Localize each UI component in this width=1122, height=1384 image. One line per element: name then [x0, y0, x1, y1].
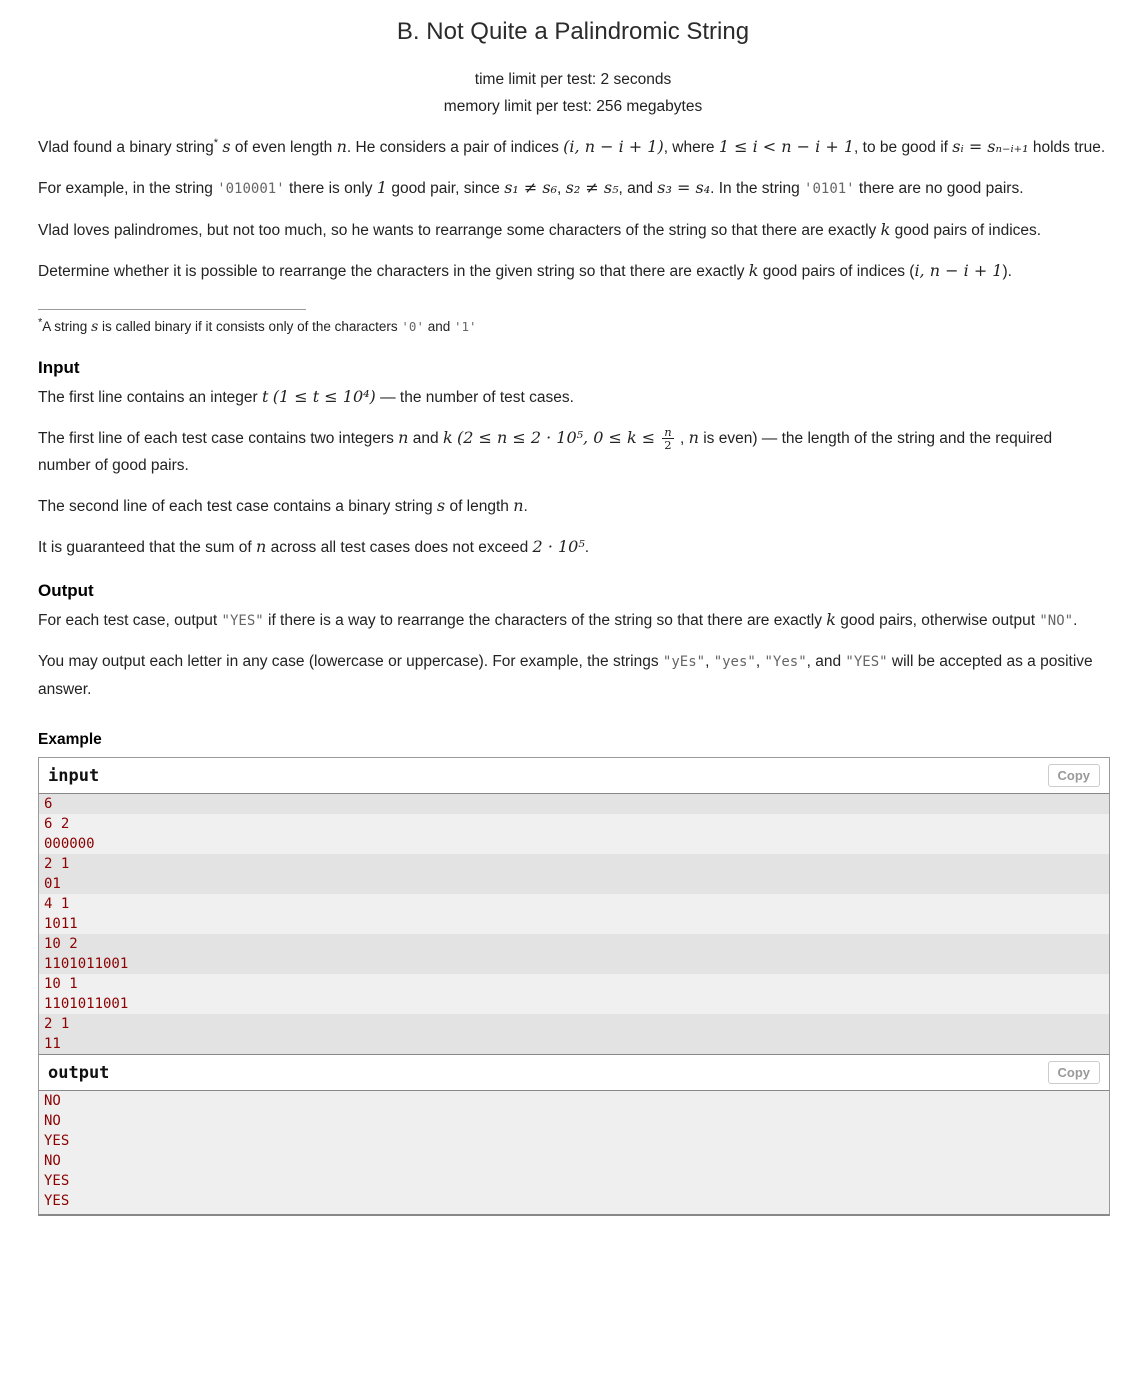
sample-output-label: output — [48, 1062, 110, 1083]
text-segment-c: "YES" — [845, 654, 888, 670]
statement-paragraph — [38, 174, 1108, 203]
text-segment-t: The second line of each test case contains a binary string — [38, 498, 437, 515]
text-segment-m: s — [91, 319, 99, 335]
text-segment-t: The first line contains an integer — [38, 389, 263, 406]
sample-tests-box — [38, 757, 1110, 1216]
example-line: YES — [44, 1173, 70, 1189]
text-segment-t: will be accepted as a positive answer. — [38, 653, 1093, 698]
time-limit: time limit per test: 2 seconds — [474, 71, 672, 88]
problem-statement — [0, 18, 1122, 1264]
example-line: NO — [44, 1093, 61, 1109]
text-segment-t: . He considers a pair of indices — [346, 139, 564, 156]
text-segment-m: n — [398, 428, 409, 447]
example-heading: Example — [38, 731, 102, 748]
text-segment-t: and — [423, 319, 454, 334]
sample-input-label: input — [48, 765, 100, 786]
output-paragraph — [38, 606, 1108, 635]
input-paragraph — [38, 383, 1108, 411]
text-segment-m: sᵢ = sₙ₋ᵢ₊₁ — [952, 137, 1029, 156]
output-section-body — [38, 606, 1108, 703]
text-segment-m: n — [513, 496, 524, 515]
text-segment-t: , — [557, 180, 566, 197]
example-line: 6 — [39, 794, 1109, 814]
footnote — [38, 316, 1108, 338]
memory-limit: memory limit per test: 256 megabytes — [443, 98, 703, 115]
text-segment-c: '0101' — [804, 181, 855, 197]
sample-input-lines — [39, 794, 1109, 1054]
text-segment-t: good pairs, otherwise output — [835, 612, 1040, 629]
output-paragraph — [38, 648, 1108, 703]
input-section-heading: Input — [38, 358, 80, 377]
text-segment-sup: * — [38, 316, 43, 329]
sample-input-header — [39, 758, 1109, 794]
text-segment-t: , — [675, 430, 689, 447]
text-segment-t: and — [408, 430, 443, 447]
text-segment-t: if there is a way to rearrange the characters of the string so that there are exactly — [263, 612, 827, 629]
text-segment-t: is even) — the length of the string and the required number of good pairs. — [38, 430, 1053, 474]
text-segment-m: s₁ ≠ s₆ — [504, 178, 558, 197]
example-line: NO — [44, 1113, 61, 1129]
text-segment-m: s₂ ≠ s₅ — [565, 178, 619, 197]
text-segment-m: k — [880, 220, 891, 239]
text-segment-c: "yEs" — [662, 654, 706, 670]
text-segment-m: s — [436, 496, 446, 515]
statement-paragraph — [38, 257, 1108, 285]
input-paragraph — [38, 424, 1108, 479]
text-segment-m: (1 ≤ t ≤ 10⁴) — [272, 387, 376, 406]
problem-title: B. Not Quite a Palindromic String — [396, 18, 750, 45]
text-segment-t: holds true. — [1028, 139, 1106, 156]
example-line: 1011 — [39, 914, 1109, 934]
sample-output-lines — [39, 1091, 1109, 1214]
statement-paragraph — [38, 216, 1108, 244]
text-segment-t: Vlad found a binary string — [38, 139, 214, 156]
example-line: YES — [44, 1193, 70, 1209]
text-segment-t: The first line of each test case contains two integers — [38, 430, 399, 447]
example-line: 6 2 — [39, 814, 1109, 834]
example-line: 2 1 — [39, 1014, 1109, 1034]
text-segment-m: n — [688, 428, 699, 447]
text-segment-t: of length — [445, 498, 514, 515]
text-segment-t: good pairs of indices. — [890, 222, 1042, 239]
text-segment-t: . In the string — [710, 180, 805, 197]
example-line: 10 2 — [39, 934, 1109, 954]
text-segment-m: n — [336, 137, 347, 156]
example-line: 01 — [39, 874, 1109, 894]
text-segment-m: i, n − i + 1 — [914, 261, 1003, 280]
statement-paragraph — [38, 133, 1108, 161]
text-segment-t: good pair, since — [387, 180, 505, 197]
text-segment-m: n — [256, 537, 267, 556]
text-segment-m: 2 · 10⁵ — [532, 537, 585, 556]
text-segment-t: . — [523, 498, 528, 515]
text-segment-c: '010001' — [217, 181, 285, 197]
output-section-heading: Output — [38, 581, 94, 600]
text-segment-t: is called binary if it consists only of the characters — [98, 319, 402, 334]
text-segment-t: there is only — [284, 180, 377, 197]
footnote-divider — [38, 309, 306, 310]
copy-output-button[interactable]: Copy — [1048, 1061, 1101, 1084]
example-line: 000000 — [39, 834, 1109, 854]
example-line: YES — [44, 1133, 70, 1149]
text-segment-c: "YES" — [221, 613, 264, 629]
example-line: 1101011001 — [39, 954, 1109, 974]
input-paragraph — [38, 533, 1108, 561]
text-segment-t: , to be good if — [854, 139, 953, 156]
text-segment-m: k — [748, 261, 759, 280]
text-segment-t: , and — [618, 180, 658, 197]
sample-output-header — [39, 1055, 1109, 1091]
text-segment-m: s₃ = s₄ — [657, 178, 711, 197]
text-segment-t: It is guaranteed that the sum of — [38, 539, 256, 556]
example-line: NO — [44, 1153, 61, 1169]
example-line: 10 1 — [39, 974, 1109, 994]
text-segment-t: , and — [806, 653, 846, 670]
example-line: 11 — [39, 1034, 1109, 1054]
text-segment-f: $\frac{n}{2}$ — [664, 425, 672, 453]
text-segment-t: — the number of test cases. — [375, 389, 574, 406]
text-segment-m: (2 ≤ n ≤ 2 · 10⁵, 0 ≤ k ≤ — [456, 428, 661, 447]
text-segment-t: A string — [42, 319, 92, 334]
input-paragraph — [38, 492, 1108, 520]
text-segment-sup: * — [213, 136, 219, 149]
sample-input-section — [39, 758, 1109, 1054]
text-segment-c: '1' — [454, 319, 477, 334]
text-segment-t: there are no good pairs. — [854, 180, 1024, 197]
sample-output-section — [39, 1054, 1109, 1214]
text-segment-t: For each test case, output — [38, 612, 222, 629]
text-segment-t: . — [584, 539, 590, 556]
text-segment-c: "yes" — [713, 654, 756, 670]
statement-body — [38, 133, 1108, 285]
text-segment-c: '0' — [401, 319, 424, 334]
text-segment-t: across all test cases does not exceed — [266, 539, 533, 556]
input-section-body — [38, 383, 1108, 561]
problem-page — [0, 18, 1122, 1384]
text-segment-m: (i, n − i + 1) — [563, 137, 664, 156]
text-segment-c: "NO" — [1039, 613, 1074, 629]
text-segment-m: k — [442, 428, 453, 447]
example-line: 1101011001 — [39, 994, 1109, 1014]
text-segment-m: 1 ≤ i < n − i + 1 — [718, 137, 855, 156]
text-segment-t: , where — [663, 139, 719, 156]
example-line: 4 1 — [39, 894, 1109, 914]
text-segment-t: of even length — [230, 139, 337, 156]
text-segment-c: "Yes" — [764, 654, 807, 670]
text-segment-m: t — [262, 387, 269, 406]
text-segment-m: 1 — [376, 178, 388, 197]
text-segment-t: Vlad loves palindromes, but not too much, so he wants to rearrange some characters of the string so that there are exactly — [38, 222, 881, 239]
copy-input-button[interactable]: Copy — [1048, 764, 1101, 787]
text-segment-t: good pairs of indices ( — [758, 263, 915, 280]
example-line: 2 1 — [39, 854, 1109, 874]
text-segment-t: , — [705, 653, 714, 670]
text-segment-t: ). — [1002, 263, 1012, 280]
text-segment-t: You may output each letter in any case (lowercase or uppercase). For example, the strings — [38, 653, 663, 670]
text-segment-t: , — [755, 653, 765, 670]
text-segment-t: . — [1073, 612, 1078, 629]
text-segment-t: Determine whether it is possible to rearrange the characters in the given string so that there are exactly — [38, 263, 749, 280]
text-segment-m: s — [222, 137, 231, 156]
text-segment-m: k — [826, 610, 836, 629]
problem-header — [38, 18, 1108, 120]
text-segment-t: For example, in the string — [38, 180, 218, 197]
